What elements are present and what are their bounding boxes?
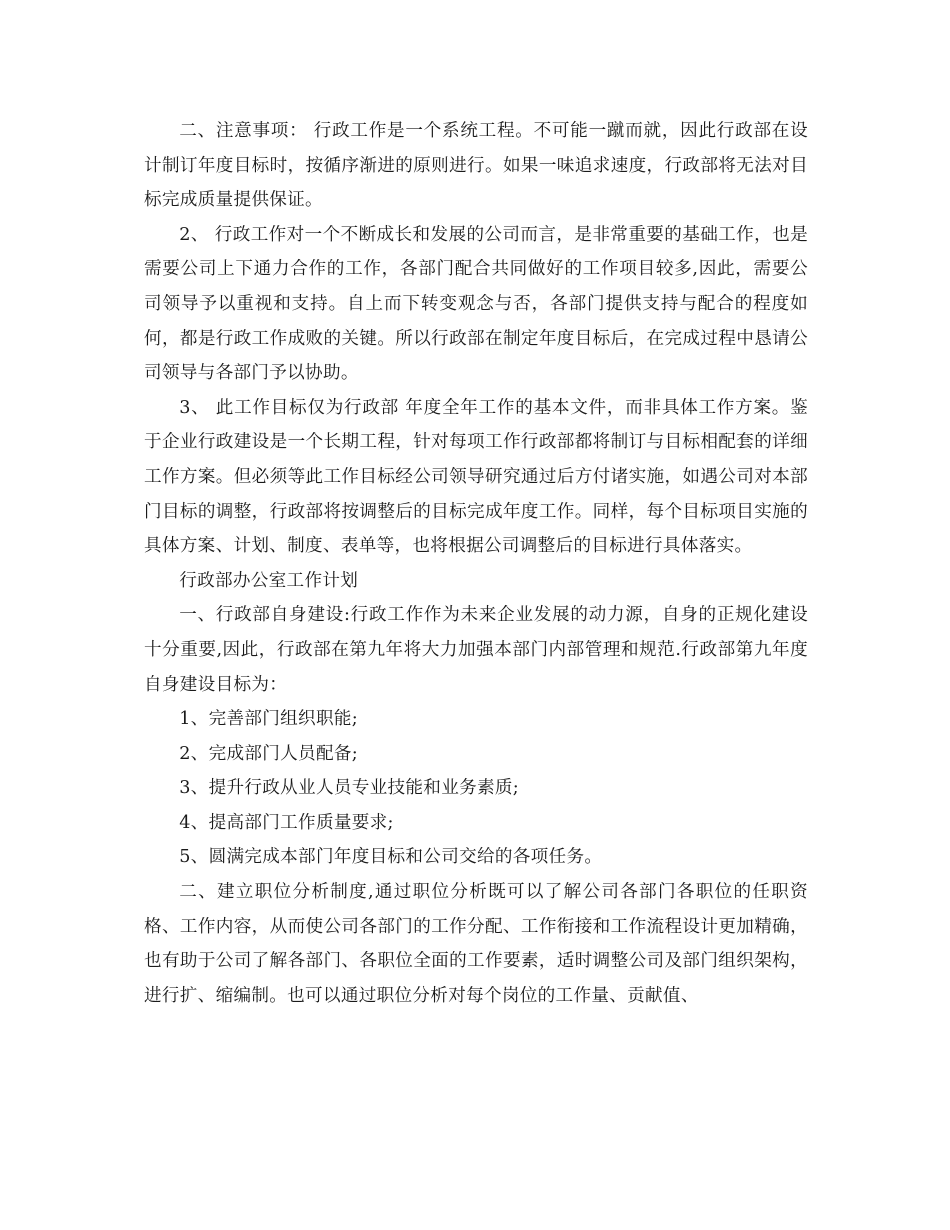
list-item: 3、提升行政从业人员专业技能和业务素质;: [179, 778, 519, 799]
list-item: 5、圆满完成本部门年度目标和公司交给的各项任务。: [179, 847, 603, 868]
paragraph-notes: 二、注意事项： 行政工作是一个系统工程。不可能一蹴而就，因此行政部在设计制订年度目标时，按循序渐进的原则进行。如果一味追求速度，行政部将无法对目标完成质量提供保证。: [144, 121, 808, 211]
list-item: 1、完善部门组织职能;: [179, 709, 358, 730]
list-item: 2、完成部门人员配备;: [179, 743, 358, 764]
paragraph-self-building: 一、行政部自身建设:行政工作作为未来企业发展的动力源，自身的正规化建设十分重要,因此，行政部在第九年将大力加强本部门内部管理和规范.行政部第九年度自身建设目标为：: [144, 605, 808, 695]
paragraph-job-analysis: 二、建立职位分析制度,通过职位分析既可以了解公司各部门各职位的任职资格、工作内容，从而使公司各部门的工作分配、工作衔接和工作流程设计更加精确，也有助于公司了解各部门、各职位全面的工作要素，适时调整公司及部门组织架构，进行扩、缩编制。也可以通过职位分析对每个岗位的工作量、贡献值、: [144, 882, 808, 1006]
document-body: [144, 114, 808, 1013]
section-heading: 行政部办公室工作计划: [179, 570, 359, 591]
list-item: 4、提高部门工作质量要求;: [179, 812, 394, 833]
paragraph-item-3: 3、 此工作目标仅为行政部 年度全年工作的基本文件，而非具体工作方案。鉴于企业行政建设是一个长期工程，针对每项工作行政部都将制订与目标相配套的详细工作方案。但必须等此工作目标经公司领导研究通过后方付诸实施，如遇公司对本部门目标的调整，行政部将按调整后的目标完成年度工作。同样，每个目标项目实施的具体方案、计划、制度、表单等，也将根据公司调整后的目标进行具体落实。: [144, 397, 808, 557]
paragraph-item-2: 2、 行政工作对一个不断成长和发展的公司而言，是非常重要的基础工作，也是需要公司上下通力合作的工作，各部门配合共同做好的工作项目较多,因此，需要公司领导予以重视和支持。自上而下转变观念与否，各部门提供支持与配合的程度如何，都是行政工作成败的关键。所以行政部在制定年度目标后，在完成过程中恳请公司领导与各部门予以协助。: [144, 224, 808, 384]
